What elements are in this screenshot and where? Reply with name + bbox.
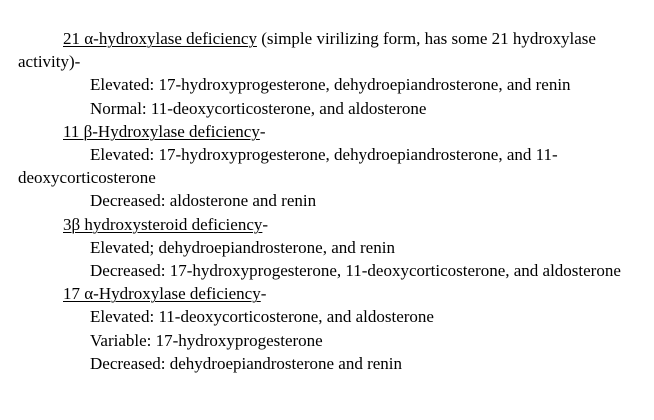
section-11-beta-hydroxylase <box>18 120 648 213</box>
hormone-level-line: Variable: 17-hydroxyprogesterone <box>90 330 323 350</box>
hormone-level-line: Decreased: 17-hydroxyprogesterone, 11-deoxycorticosterone, and aldosterone <box>90 261 621 281</box>
section-heading-line <box>18 120 648 143</box>
section-heading: 3β hydroxysteroid deficiency <box>63 214 263 234</box>
document-body <box>18 27 648 375</box>
section-heading-line <box>18 213 648 236</box>
hormone-level-line: Normal: 11-deoxycorticosterone, and aldosterone <box>90 98 427 118</box>
section-heading-suffix: - <box>259 121 266 141</box>
section-heading-suffix: (simple virilizing form, has some 21 hydroxylase activity)- <box>18 29 596 72</box>
hormone-level-line: Elevated: 11-deoxycorticosterone, and aldosterone <box>90 307 434 327</box>
hormone-level-line: Decreased: aldosterone and renin <box>90 191 317 211</box>
section-heading-suffix: - <box>262 214 269 234</box>
section-3-beta-hydroxysteroid <box>18 213 648 283</box>
section-heading: 11 β-Hydroxylase deficiency <box>63 121 260 141</box>
hormone-level-line: Decreased: dehydroepiandrosterone and renin <box>90 353 403 373</box>
section-heading: 21 α-hydroxylase deficiency <box>63 29 257 48</box>
section-heading-line <box>18 27 648 73</box>
section-heading-line <box>18 282 648 305</box>
section-heading: 17 α-Hydroxylase deficiency <box>63 284 261 304</box>
section-17-alpha-hydroxylase <box>18 282 648 375</box>
section-21-alpha-hydroxylase <box>18 27 648 120</box>
hormone-level-line: Elevated; dehydroepiandrosterone, and renin <box>90 237 395 257</box>
hormone-level-line: Elevated: 17-hydroxyprogesterone, dehydroepiandrosterone, and 11-deoxycorticosterone <box>18 145 558 188</box>
hormone-level-line: Elevated: 17-hydroxyprogesterone, dehydroepiandrosterone, and renin <box>90 75 571 95</box>
section-heading-suffix: - <box>260 284 267 304</box>
